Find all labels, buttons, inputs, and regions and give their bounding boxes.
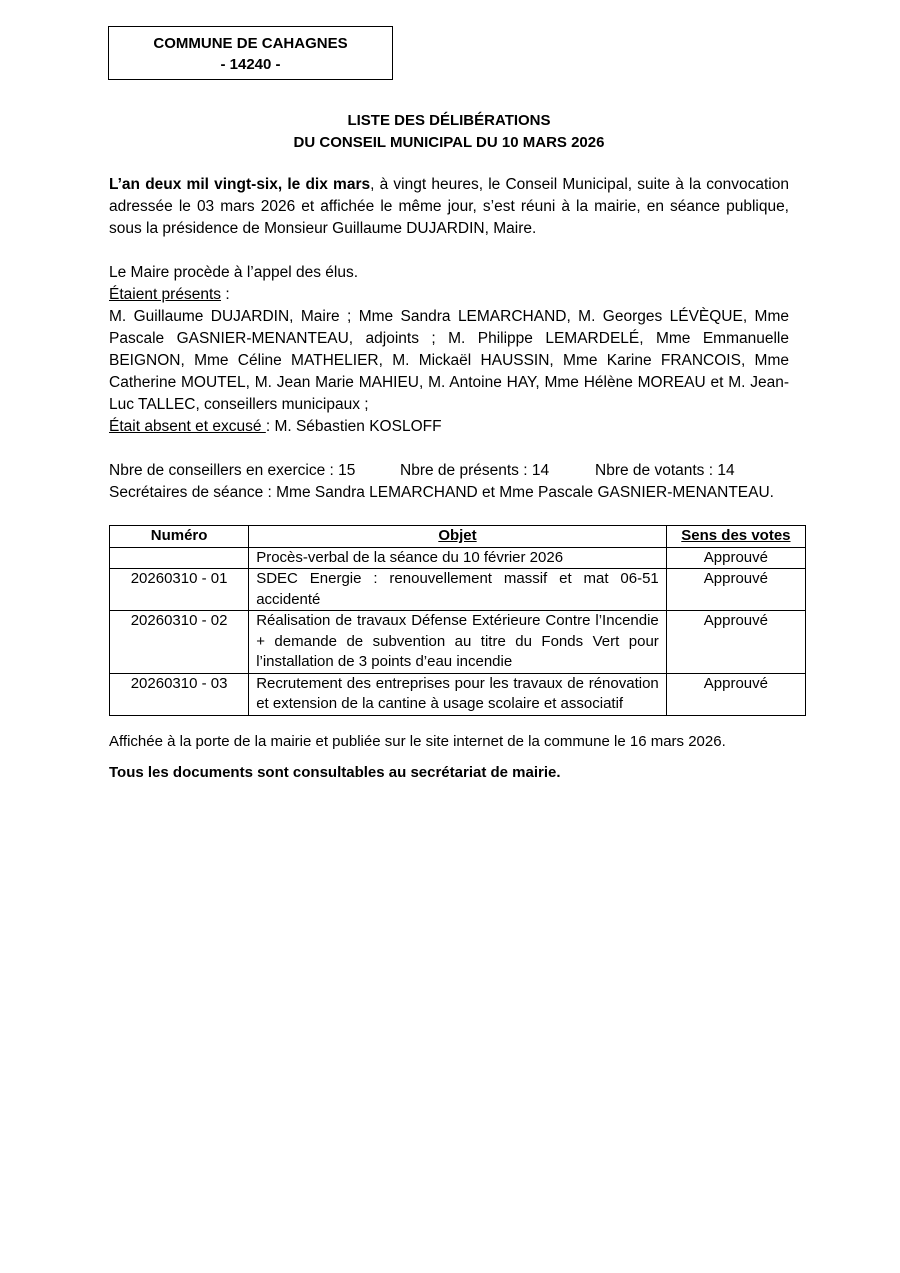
table-header-row — [110, 526, 806, 548]
count-presents: Nbre de présents : 14 — [400, 462, 550, 479]
row-vote: Approuvé — [666, 673, 805, 715]
document-title — [108, 110, 790, 154]
secretaires-line: Secrétaires de séance : Mme Sandra LEMARCHAND et Mme Pascale GASNIER-MENANTEAU. — [109, 484, 774, 501]
table-row — [110, 547, 806, 569]
present-heading — [109, 284, 789, 306]
absent-label: Était absent et excusé — [109, 418, 266, 435]
publication-note: Affichée à la porte de la mairie et publiée sur le site internet de la commune le 16 mars 2026. — [109, 733, 726, 750]
title-line-2: DU CONSEIL MUNICIPAL DU 10 MARS 2026 — [293, 134, 605, 151]
deliberations-table — [109, 525, 806, 716]
intro-paragraph — [109, 174, 789, 240]
row-numero — [110, 547, 249, 569]
roll-call-text: Le Maire procède à l’appel des élus. — [109, 264, 359, 281]
title-line-1: LISTE DES DÉLIBÉRATIONS — [347, 112, 551, 129]
consultation-note: Tous les documents sont consultables au secrétariat de mairie. — [109, 764, 561, 781]
row-numero: 20260310 - 01 — [110, 569, 249, 611]
header-vote: Sens des votes — [666, 526, 805, 548]
commune-name: COMMUNE DE CAHAGNES — [153, 35, 348, 52]
table-row — [110, 673, 806, 715]
spacer — [109, 438, 789, 460]
row-vote: Approuvé — [666, 547, 805, 569]
row-numero: 20260310 - 02 — [110, 611, 249, 674]
row-objet: SDEC Energie : renouvellement massif et mat 06-51 accidenté — [249, 569, 667, 611]
intro-text: , à vingt heures, le Conseil Municipal, suite à la convocation adressée le 03 mars 2026 et affichée le même jour, s’est réuni à la mairie, en séance publique, sous la présidence de Monsieur Guillaume DUJARDIN, Maire. — [109, 176, 789, 237]
table-row — [110, 611, 806, 674]
present-list: M. Guillaume DUJARDIN, Maire ; Mme Sandra LEMARCHAND, M. Georges LÉVÈQUE, Mme Pascale GASNIER-MENANTEAU, adjoints ; M. Philippe LEMARDELÉ, Mme Emmanuelle BEIGNON, Mme Céline MATHELIER, M. Mickaël HAUSSIN, Mme Karine FRANCOIS, Mme Catherine MOUTEL, M. Jean Marie MAHIEU, M. Antoine HAY, Mme Hélène MOREAU et M. Jean-Luc TALLEC, conseillers municipaux ; — [109, 308, 789, 413]
count-votants: Nbre de votants : 14 — [595, 462, 735, 479]
row-objet: Recrutement des entreprises pour les travaux de rénovation et extension de la cantine à usage scolaire et associatif — [249, 673, 667, 715]
absent-line — [109, 416, 789, 438]
header-numero: Numéro — [110, 526, 249, 548]
count-exercice: Nbre de conseillers en exercice : 15 — [109, 462, 356, 479]
absent-text: : M. Sébastien KOSLOFF — [265, 418, 442, 435]
row-numero: 20260310 - 03 — [110, 673, 249, 715]
commune-header-box — [108, 26, 393, 80]
document-body — [109, 174, 789, 504]
spacer — [109, 240, 789, 262]
present-label: Étaient présents — [109, 286, 222, 303]
table-row — [110, 569, 806, 611]
member-counts — [109, 460, 789, 482]
header-objet: Objet — [249, 526, 667, 548]
row-objet: Réalisation de travaux Défense Extérieure Contre l’Incendie + demande de subvention au titre du Fonds Vert pour l’installation de 3 points d’eau incendie — [249, 611, 667, 674]
row-objet: Procès-verbal de la séance du 10 février 2026 — [249, 547, 667, 569]
commune-postcode: - 14240 - — [220, 56, 281, 73]
row-vote: Approuvé — [666, 569, 805, 611]
present-suffix: : — [221, 286, 230, 303]
row-vote: Approuvé — [666, 611, 805, 674]
intro-bold-lead: L’an deux mil vingt-six, le dix mars — [109, 176, 371, 193]
